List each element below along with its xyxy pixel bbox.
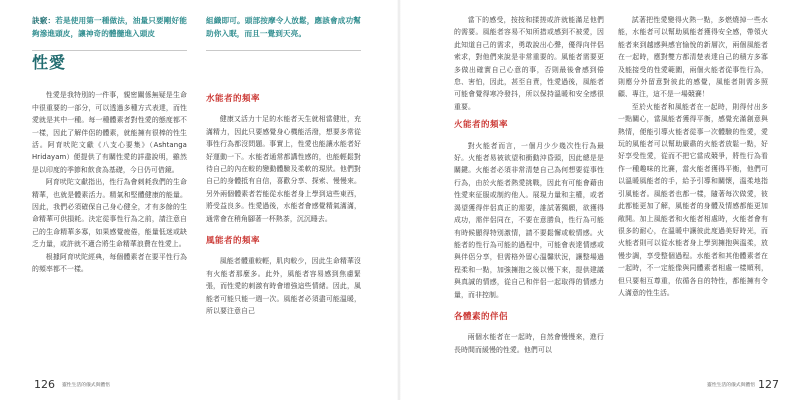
sub-title-water: 水能者的頻率 bbox=[206, 94, 261, 104]
paragraph: 兩個水能者在一起時，自然會慢慢來，進行長時間而緩慢的性愛。他們可以 bbox=[454, 333, 604, 354]
right-page-column-1 bbox=[454, 14, 604, 356]
paragraph: 健康又活力十足的水能者天生就相當健壯，充滿精力，因此只要感覺身心機能活潑，想要多常從事性行為都沒問題。事實上，性愛也能讓水能者好好運動一下。水能者通常都講性感的，也能輕鬆對待自己的內在較的變動體驗及柔軟的現狀。他們對自己的身體抵有自信，喜歡分享、探索、慢慢來。另外兩個體素者若能從水能者身上學到這些東西，將受益良多。性愛過後，水能者會感覺精氣滿滿，通常會在稍角腳著一杯熱茶，沉沉睡去。 bbox=[206, 115, 361, 223]
paragraph: 至於火能者和風能者在一起時，則得付出多一點關心，當風能者獲得平衡，感覺充滿創意與熱情，便能引導火能者從事一次體驗的性愛，愛玩的風能者可以幫助嚴肅的火能者放鬆一點，好好享受性愛，從而不把它當成競爭，將性行為看作一種趣味的比賽，當火能者獲得平衡，他們可以溫暖風能者的手，給予引導和關懷，溫柔地指引風能者。風能者也都一樣，隨著每次做愛，彼此都能更加了解，風能者的身體及情感都能更加敞開。加上風能者和火能者相處時，火能者會有很多的耐心，在溫暖中讓彼此度過美好時光，而火能者則可以從水能者身上學到擁抱與溫柔，放慢步調，享受整個過程。水能者和其他體素者在一起時，不一定能像與同體素者相處一樣順利，但只要相互尊重，依循各自的特性，都能擁有令人滿意的性生活。 bbox=[618, 102, 768, 297]
page-number-left: 126 bbox=[34, 378, 55, 391]
paragraph: 阿育吠陀文獻指出，性行為會刺耗我們的生命精華，也就是體素活力。精氣和堅體健康的能量。因此，我們必須確保自己身心健全，才有多餘的生命精華可供損耗。決定從事性行為之前，請注意自己的生命精華多寡，如果感覺疲倦，能量低迷或缺乏力量，或許就不適合將生命精華浪費在性愛上。 bbox=[32, 178, 187, 249]
sub-title-partners: 各體素的伴侶 bbox=[454, 311, 509, 322]
divider bbox=[206, 50, 361, 51]
paragraph: 根據阿育吠陀經典，每個體素者在要平性行為的頻率都不一樣。 bbox=[32, 252, 187, 274]
footer-left: 靈性生活的儀式與體悟 bbox=[62, 383, 110, 388]
section-title: 性愛 bbox=[32, 53, 67, 72]
left-page-column-1 bbox=[32, 14, 187, 276]
left-page-column-2 bbox=[206, 14, 361, 318]
paragraph: 當下的感受，按按和揉搓或許就能滿足他們的需要。風能者容易不知所措或感到不被愛，因此知道自己的需求，勇敢說出心聲，優得向伴侶索求，對他們來說是非常重要的。風能者需要更多做出確實自己心意的事，否則最後會感到倦怠、害怕，因此，甚至自責，性愛過後，風能者可能會覺得寒冷發抖，所以保持溫暖和安全感很重要。 bbox=[454, 16, 604, 111]
tip-box-left-continued: 組織即可。頭部按摩令人放鬆，應該會成功幫助你入眠，而且一覺到天亮。 bbox=[206, 16, 361, 38]
page-number-right: 127 bbox=[758, 378, 779, 391]
sub-title-wind: 風能者的頻率 bbox=[206, 236, 261, 247]
paragraph: 對火能者而言，一個月少少幾次性行為最好。火能者易被欲望和衝動沖昏頭，因此總是是關鍵。火能者必須非常清楚自己為何想要從事性行為，由於火能者熱愛挑戰，因此有可能會藉由性愛來征服或制約他人。展現力量和主權，或者渴望獲得伴侶真正的需要，誰試著獨願，欲獲得成功，需伴侶同在，不要在意勝負，性行為可能有時候顯得特別激情，請不要鬆懈或較情感。火能者的性行為可能的過程中，可能會表達情感或與伴侶分享，但需格外留心溫馨狀況，讓整場過程柔和一點，加強擁抱之後以慢下來，提供建議與真誠的情感，從自己和伴侶一起取得的情感力量，而非控制。 bbox=[454, 141, 604, 299]
sub-title-fire: 火能者的頻率 bbox=[454, 120, 509, 131]
divider bbox=[32, 50, 187, 51]
paragraph: 試著把性愛變得火熱一點，多燃燒掉一些水能，水能者可以幫助風能者獲得安全感，帶領火能者來到越感與感官愉悅的新層次，兩個風能者在一起時，應對雙方都清楚表達自己的積方多寡及能接受的性愛範圍，兩個火能者從事性行為，則應分外留意對彼此的感覺，風能者則需多照顧、專注，這不是一場競賽！ bbox=[618, 16, 768, 99]
footer-right: 靈性生活的儀式與體悟 bbox=[707, 383, 755, 388]
right-page bbox=[400, 0, 799, 400]
right-page-column-2 bbox=[618, 14, 768, 299]
tip-label: 訣竅： bbox=[32, 16, 56, 25]
paragraph: 風能者體重較輕，肌肉較少，因此生命精華沒有火能者那麼多。此外，風能者容易感到焦慮緊張，而性愛的刺激有時會增強這些情緒。因此，風能者可能只能一週一次。風能者必須盡可能溫暖，所以要注意自己 bbox=[206, 257, 361, 316]
paragraph: 性愛是我特別的一件事，親密關係無疑是生命中很重要的一部分，可以透過多種方式表達，而性愛就是其中一種。每一種體素者對性愛的態度都不一樣，因此了解伴侶的體素，就能擁有很棒的性生活。阿育吠陀文獻《八支心要集》（Ashtanga Hridayam）便提供了有關性愛的詳盡說明，雖然是以印度的季節和飲食為基礎，今日仍可借鏡。 bbox=[32, 91, 187, 174]
tip-text: 若是使用第一種做法，油量只要剛好能夠滲進頭皮，讓神奇的體髓進入頭皮 bbox=[32, 16, 187, 38]
left-page bbox=[0, 0, 399, 400]
tip-box-left bbox=[32, 14, 187, 40]
